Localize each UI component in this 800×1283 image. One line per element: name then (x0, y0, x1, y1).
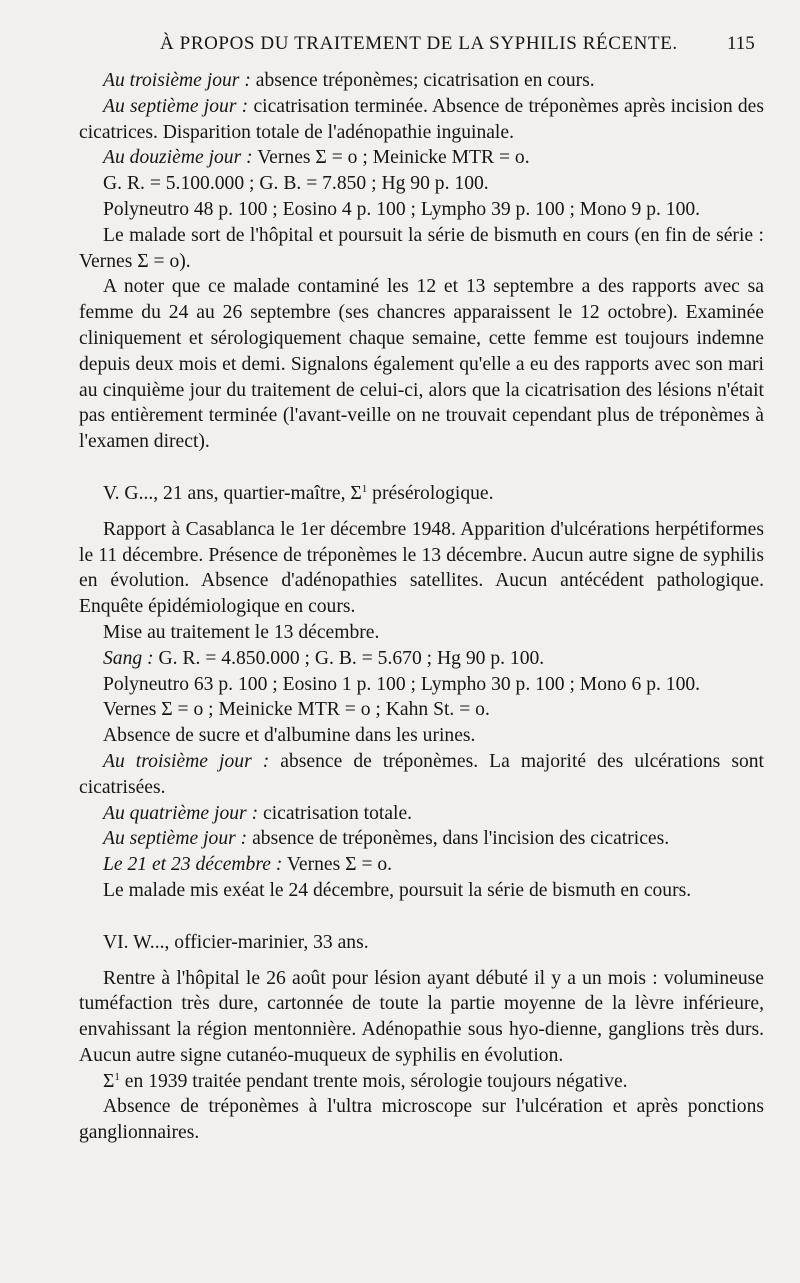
sigma-symbol: Σ (103, 1070, 115, 1092)
day-text: cicatrisation totale. (258, 802, 413, 824)
section-gap (79, 455, 764, 481)
day-label: Au troisième jour : (103, 750, 270, 772)
case-v-serology: Vernes Σ = o ; Meinicke MTR = o ; Kahn St. = o. (103, 699, 490, 721)
page-number: 115 (727, 33, 755, 54)
section-gap (79, 507, 764, 517)
case-iv-day12 (79, 145, 764, 171)
case-heading-text: V. G..., 21 ans, quartier-maître, Σ (103, 482, 362, 504)
sigma-superscript: 1 (114, 1070, 120, 1083)
day-label: Au troisième jour : (103, 70, 251, 91)
case-v-treatment: Mise au traitement le 13 décembre. (103, 621, 380, 643)
page-header (0, 33, 800, 63)
case-v-history: Rapport à Casablanca le 1er décembre 1948. Apparition d'ulcérations herpétiformes le 11 décembre. Présence de tréponèmes le 13 décembre. Aucun autre signe de syphilis en évolution. Absence d'adénopathies satellites. Aucun antécédent pathologique. Enquête épidémiologique en cours. (79, 518, 764, 618)
case-iv-day7 (79, 94, 764, 146)
day-label: Au douzième jour : (103, 147, 253, 169)
case-v-formula: Polyneutro 63 p. 100 ; Eosino 1 p. 100 ; Lympho 30 p. 100 ; Mono 6 p. 100. (103, 673, 701, 695)
day-text: absence de tréponèmes, dans l'incision des cicatrices. (247, 828, 670, 850)
case-iv-blood-counts: G. R. = 5.100.000 ; G. B. = 7.850 ; Hg 90 p. 100. (103, 173, 489, 195)
blood-label: Sang : (103, 647, 154, 669)
case-heading-end: présérologique. (367, 482, 494, 504)
dates-label: Le 21 et 23 décembre : (103, 854, 283, 876)
day-text: absence de tréponèmes. La majorité des ulcérations sont cicatrisées. (79, 750, 764, 798)
case-iv-note: A noter que ce malade contaminé les 12 et 13 septembre a des rapports avec sa femme du 24 au 26 septembre (ses chancres apparaissent le 12 octobre). Examinée cliniquement et sérologiquement chaque semaine, cette femme est toujours indemne depuis deux mois et demi. Signalons également qu'elle a eu des rapports avec son mari au cinquième jour du traitement de celui-ci, alors que la cicatrisation des lésions n'était pas entièrement terminée (l'avant-veille on ne trouvait cependant plus de tréponèmes à l'examen direct). (79, 276, 764, 453)
section-gap (79, 956, 764, 966)
case-vi-ultramicroscope: Absence de tréponèmes à l'ultra microscope sur l'ulcération et après ponctions ganglionnaires. (79, 1096, 764, 1144)
dates-text: Vernes Σ = o. (282, 854, 393, 876)
case-v-day7 (79, 826, 764, 852)
case-iv-day3 (79, 68, 764, 94)
case-v-heading (79, 481, 764, 507)
case-vi-history (79, 1069, 764, 1095)
body-text (79, 68, 764, 1146)
case-v-day4 (79, 801, 764, 827)
case-vi-admission: Rentre à l'hôpital le 26 août pour lésion ayant débuté il y a un mois : volumineuse tuméfaction très dure, cartonnée de toute la partie moyenne de la lèvre inférieure, envahissant la région mentonnière. Adénopathie sous hyo-dienne, ganglions très durs. Aucun autre signe cutanéo-muqueux de syphilis en évolution. (79, 967, 764, 1066)
section-gap (79, 904, 764, 930)
blood-text: G. R. = 4.850.000 ; G. B. = 5.670 ; Hg 90 p. 100. (153, 647, 545, 669)
day-text: cicatrisation terminée. Absence de tréponèmes après incision des cicatrices. Disparition totale de l'adénopathie inguinale. (79, 95, 764, 143)
day-text: Vernes Σ = o ; Meinicke MTR = o. (252, 147, 530, 169)
case-v-day3 (79, 749, 764, 801)
running-title: À PROPOS DU TRAITEMENT DE LA SYPHILIS RÉCENTE. (160, 33, 678, 54)
history-text: en 1939 traitée pendant trente mois, sérologie toujours négative. (119, 1070, 628, 1092)
case-vi-heading: VI. W..., officier-marinier, 33 ans. (103, 931, 369, 953)
day-label: Au septième jour : (103, 828, 248, 850)
case-iv-formula: Polyneutro 48 p. 100 ; Eosino 4 p. 100 ; Lympho 39 p. 100 ; Mono 9 p. 100. (103, 198, 701, 220)
case-v-exeat: Le malade mis exéat le 24 décembre, poursuit la série de bismuth en cours. (103, 879, 692, 901)
day-label: Au quatrième jour : (103, 802, 259, 824)
case-v-urine: Absence de sucre et d'albumine dans les urines. (103, 725, 476, 747)
case-v-dates (79, 852, 764, 878)
case-iv-discharge: Le malade sort de l'hôpital et poursuit la série de bismuth en cours (en fin de série : Vernes Σ = o). (79, 224, 764, 272)
sigma-superscript: 1 (361, 482, 368, 495)
day-label: Au septième jour : (103, 95, 249, 117)
day-text: absence tréponèmes; cicatrisation en cours. (250, 70, 595, 91)
case-v-blood (79, 646, 764, 672)
